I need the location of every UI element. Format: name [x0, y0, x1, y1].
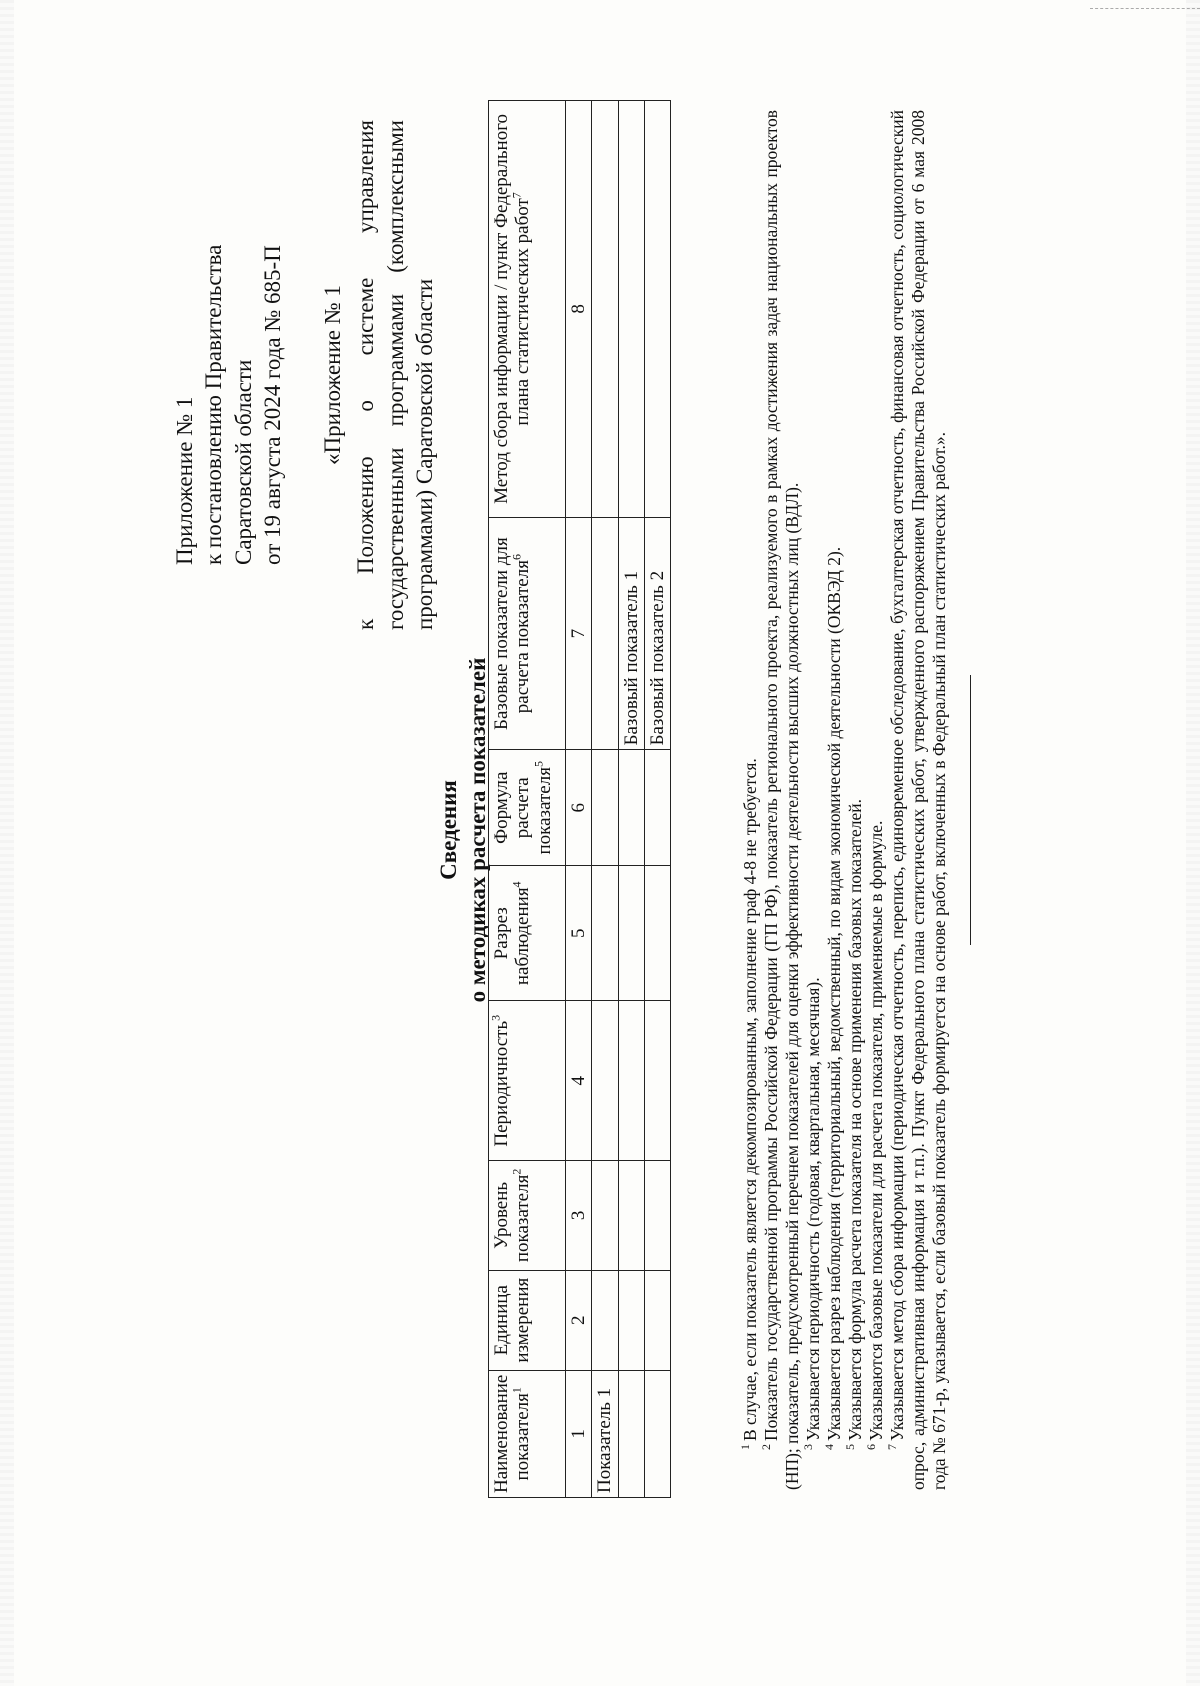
table-cell — [644, 101, 670, 518]
column-number: 3 — [566, 1160, 592, 1270]
column-number: 4 — [566, 1001, 592, 1161]
column-header: Периодичность$^3$ — [489, 1001, 566, 1161]
footnote — [866, 110, 887, 1490]
column-header: Метод сбора информации / пункт Федерального плана статистических работ$^7$ — [489, 101, 566, 518]
document-page — [170, 70, 1000, 1590]
scan-edge-left — [0, 0, 14, 1686]
footnote-text: Указывается периодичность (годовая, квартальная, месячная). — [803, 977, 823, 1441]
scan-edge-right — [1186, 0, 1200, 1686]
footnote-number: 2 — [759, 1444, 774, 1450]
title-line-1: Сведения — [436, 780, 461, 880]
column-number: 6 — [566, 750, 592, 866]
table-cell — [592, 1270, 618, 1370]
appendix-header — [318, 120, 440, 630]
table-cell — [644, 866, 670, 1001]
column-number-row — [566, 101, 592, 1498]
column-header: Базовые показатели для расчета показателя$^6$ — [489, 517, 566, 750]
scan-artifact — [1090, 0, 1200, 9]
table-row — [592, 101, 618, 1498]
footnote-text: Указываются базовые показатели для расчета показателя, применяемые в формуле. — [866, 820, 886, 1441]
column-number: 5 — [566, 866, 592, 1001]
footnote-text: Показатель государственной программы Российской Федерации (ГП РФ), показатель регионального проекта, реализуемого в рамках достижения задач национальных проектов (НП); показатель, предусмотренный перечнем показателей для оценки эффективности деятельности высших должностных лиц (ВДЛ). — [761, 110, 802, 1490]
header-line: Приложение № 1 — [172, 396, 197, 565]
table-cell — [644, 1160, 670, 1270]
footnote-text: Указывается формула расчета показателя на основе применения базовых показателей. — [845, 799, 865, 1441]
column-number: 8 — [566, 101, 592, 518]
footnote — [740, 110, 761, 1490]
table-header-row — [489, 101, 566, 1498]
column-header: Формула расчета показателя$^5$ — [489, 750, 566, 866]
table-cell — [618, 750, 644, 866]
footnote — [761, 110, 803, 1490]
table-cell — [618, 1270, 644, 1370]
footnote-number: 5 — [843, 1444, 858, 1450]
header-line: от 19 августа 2024 года № 685-П — [260, 245, 286, 565]
table-cell — [644, 1270, 670, 1370]
table-cell: Базовый показатель 1 — [618, 517, 644, 750]
resolution-header — [170, 125, 288, 565]
column-number: 2 — [566, 1270, 592, 1370]
footnotes — [740, 110, 950, 1490]
footnote-number: 3 — [801, 1444, 816, 1450]
closing-rule — [970, 675, 971, 945]
table-cell — [592, 1160, 618, 1270]
column-number: 7 — [566, 517, 592, 750]
table-cell — [618, 1370, 644, 1497]
title-line-2: о методиках расчета показателей — [464, 657, 490, 1003]
footnote-number: 4 — [822, 1444, 837, 1450]
header-line: к постановлению Правительства — [201, 244, 227, 565]
table-cell: Базовый показатель 2 — [644, 517, 670, 750]
footnote — [887, 110, 950, 1490]
table-cell — [644, 750, 670, 866]
table-cell: Показатель 1 — [592, 1370, 618, 1497]
table-cell — [592, 517, 618, 750]
footnote-text: Указывается разрез наблюдения (территориальный, ведомственный, по видам экономической деятельности (ОКВЭД 2). — [824, 546, 844, 1441]
table-cell — [618, 1160, 644, 1270]
column-header: Разрез наблюдения$^4$ — [489, 866, 566, 1001]
footnote-number: 1 — [738, 1444, 753, 1450]
footnote-text: Указывается метод сбора информации (периодическая отчетность, перепись, единовременное обследование, бухгалтерская отчетность, финансовая отчетность, социологический опрос, административная информация и т.п.). Пункт Федерального плана статистических работ, утвержденного распоряжением Правительства Российской Федерации от 6 мая 2008 года № 671-р, указывается, если базовый показатель формируется на основе работ, включенных в Федеральный план статистических работ.». — [887, 110, 949, 1490]
table-cell — [592, 750, 618, 866]
table-cell — [592, 101, 618, 518]
document-title — [435, 70, 493, 1590]
footnote — [824, 110, 845, 1490]
footnote-number: 7 — [885, 1444, 900, 1450]
table-cell — [644, 1370, 670, 1497]
table-row — [618, 101, 644, 1498]
appendix-text: к Положению о системе управления государственными программами (комплексными программами) Саратовской области — [353, 120, 438, 630]
methods-table — [488, 100, 671, 1498]
footnote-number: 6 — [864, 1444, 879, 1450]
table-cell — [644, 1001, 670, 1161]
column-number: 1 — [566, 1370, 592, 1497]
header-line: Саратовской области — [230, 359, 256, 565]
table-cell — [618, 1001, 644, 1161]
table-cell — [618, 866, 644, 1001]
appendix-title: «Приложение № 1 — [320, 285, 345, 465]
column-header: Наименование показателя$^1$ — [489, 1370, 566, 1497]
footnote — [803, 110, 824, 1490]
column-header: Уровень показателя$^2$ — [489, 1160, 566, 1270]
table-cell — [592, 1001, 618, 1161]
footnote — [845, 110, 866, 1490]
footnote-text: В случае, если показатель является декомпозированным, заполнение граф 4-8 не требуется. — [740, 758, 760, 1441]
table-cell — [592, 866, 618, 1001]
column-header: Единица измерения — [489, 1270, 566, 1370]
table-cell — [618, 101, 644, 518]
table-row — [644, 101, 670, 1498]
